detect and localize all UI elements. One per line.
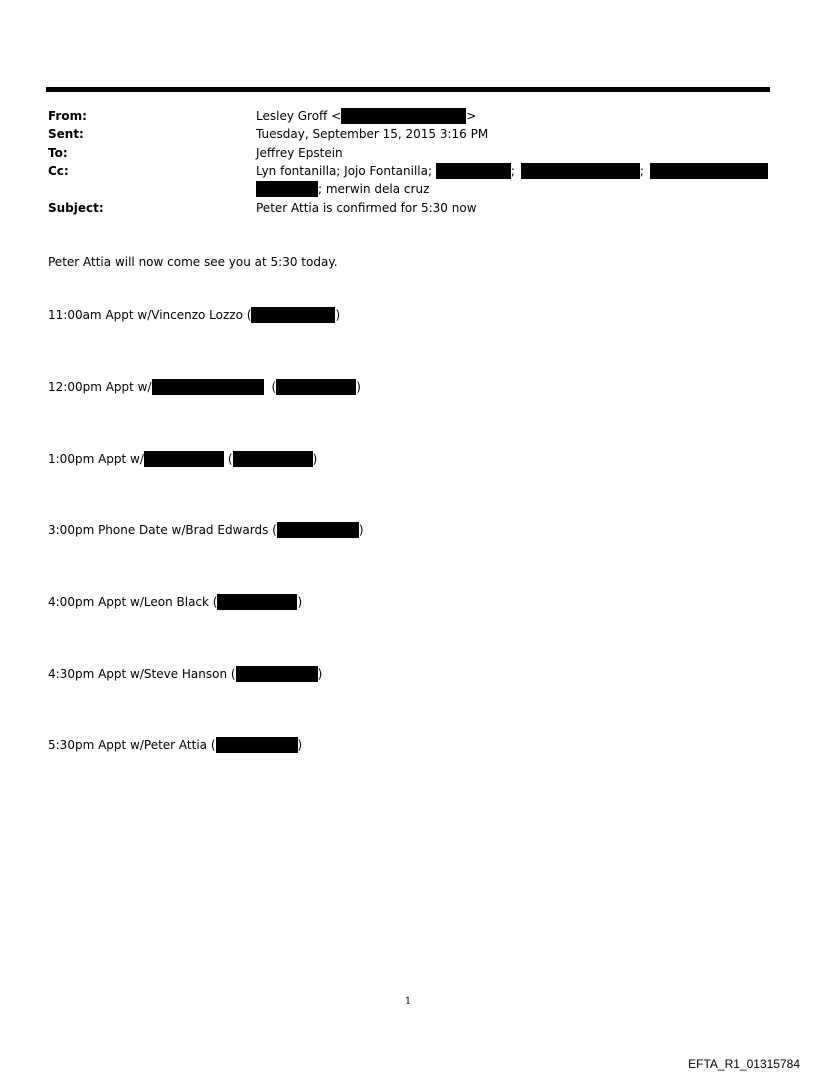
redaction-box — [341, 108, 466, 124]
subject-value: Peter Attia is confirmed for 5:30 now — [256, 201, 477, 215]
close-paren: ) — [297, 595, 303, 609]
close-paren: ) — [356, 380, 361, 394]
appointment-line — [48, 737, 302, 753]
appointment-line — [48, 451, 317, 467]
intro-text: Peter Attia will now come see you at 5:30 today. — [48, 255, 338, 269]
appointment-line — [48, 307, 340, 323]
to-label: To: — [48, 146, 68, 160]
sent-label: Sent: — [48, 127, 84, 141]
close-paren: ) — [358, 523, 364, 537]
close-paren: ) — [297, 738, 303, 752]
appointment-text: 12:00pm Appt w/ — [48, 380, 152, 394]
from-value — [256, 108, 476, 124]
from-close: > — [466, 109, 477, 123]
cc-separator: ; — [510, 164, 515, 178]
cc-separator: ; — [639, 164, 644, 178]
open-paren: ( — [271, 380, 277, 394]
appointment-text: 4:30pm Appt w/Steve Hanson ( — [48, 667, 236, 681]
redaction-box — [233, 451, 313, 467]
subject-label: Subject: — [48, 201, 104, 215]
sent-value: Tuesday, September 15, 2015 3:16 PM — [256, 127, 489, 141]
appointment-line — [48, 666, 322, 682]
appointment-line — [48, 522, 364, 538]
cc-suffix: ; merwin dela cruz — [318, 182, 430, 196]
close-paren: ) — [317, 667, 323, 681]
page-number: 1 — [404, 996, 412, 1007]
redaction-box — [256, 181, 318, 197]
cc-label: Cc: — [48, 164, 69, 178]
redaction-box — [152, 379, 264, 395]
open-paren: ( — [227, 452, 233, 466]
redaction-box — [277, 522, 359, 538]
redaction-box — [251, 307, 335, 323]
redaction-box — [650, 163, 768, 179]
from-name: Lesley Groff < — [256, 109, 342, 123]
to-value: Jeffrey Epstein — [256, 146, 343, 160]
close-paren: ) — [335, 308, 341, 322]
redaction-box — [144, 451, 224, 467]
cc-value-line1 — [256, 163, 768, 179]
redaction-box — [521, 163, 640, 179]
appointment-text: 4:00pm Appt w/Leon Black ( — [48, 595, 218, 609]
redaction-box — [236, 666, 318, 682]
redaction-box — [436, 163, 511, 179]
cc-value-line2 — [256, 181, 429, 197]
redaction-box — [217, 594, 297, 610]
appointment-text: 3:00pm Phone Date w/Brad Edwards ( — [48, 523, 277, 537]
cc-prefix: Lyn fontanilla; Jojo Fontanilla; — [256, 164, 436, 178]
appointment-text: 11:00am Appt w/Vincenzo Lozzo ( — [48, 308, 252, 322]
appointment-line — [48, 379, 361, 395]
close-paren: ) — [312, 452, 318, 466]
from-label: From: — [48, 109, 87, 123]
redaction-box — [276, 379, 356, 395]
document-id: EFTA_R1_01315784 — [688, 1057, 800, 1071]
redaction-box — [216, 737, 298, 753]
appointment-line — [48, 594, 302, 610]
appointment-text: 5:30pm Appt w/Peter Attia ( — [48, 738, 216, 752]
header-rule — [46, 87, 770, 92]
appointment-text: 1:00pm Appt w/ — [48, 452, 144, 466]
